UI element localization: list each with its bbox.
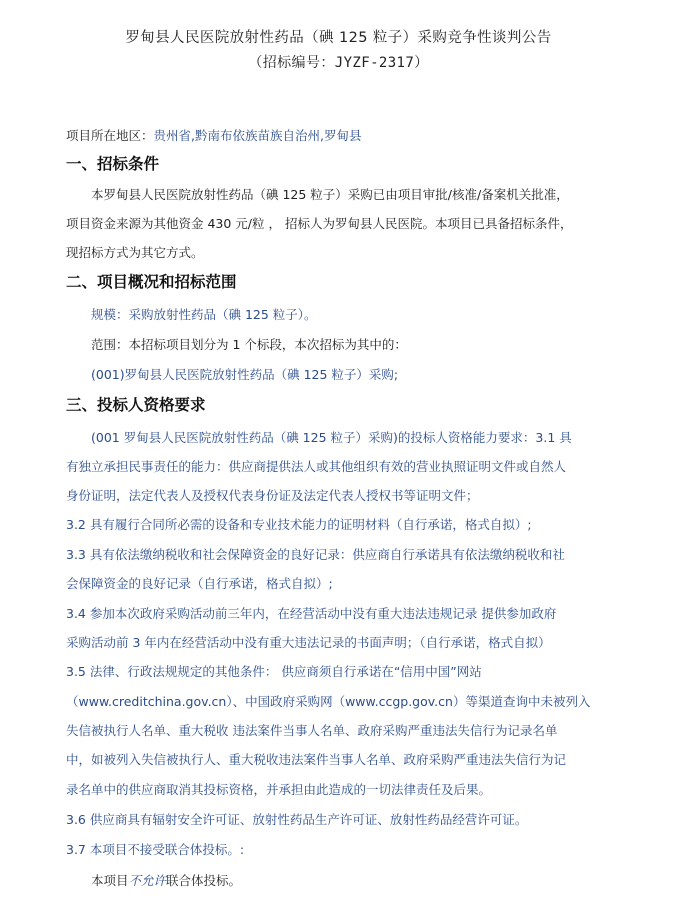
- consortium-emphasis: 不允许: [128, 873, 167, 888]
- requirement-3-5-line4: 中，如被列入失信被执行人、重大税收违法案件当事人名单、政府采购严重违法失信行为记: [66, 752, 567, 767]
- location-line: [66, 126, 361, 144]
- section3-p1-line3: 身份证明，法定代表人及授权代表身份证及法定代表人授权书等证明文件；: [66, 488, 479, 503]
- section2-scope: 范围：本招标项目划分为 1 个标段，本次招标为其中的：: [91, 337, 407, 352]
- section1-line2: 项目资金来源为其他资金 430 元/粒 ， 招标人为罗甸县人民医院。本项目已具备招标条件，: [66, 216, 573, 231]
- requirement-3-2: 3.2 具有履行合同所必需的设备和专业技术能力的证明材料（自行承诺，格式自拟）;: [66, 517, 532, 532]
- requirement-3-3-line1: 3.3 具有依法缴纳税收和社会保障资金的良好记录：供应商自行承诺具有依法缴纳税收和社: [66, 547, 565, 562]
- consortium-statement: [91, 871, 241, 889]
- section1-heading: 一、招标条件: [66, 155, 160, 173]
- requirement-3-4-line2: 采购活动前 3 年内在经营活动中没有重大违法记录的书面声明；（自行承诺，格式自拟）: [66, 635, 551, 650]
- requirement-3-7: 3.7 本项目不接受联合体投标。:: [66, 842, 245, 857]
- requirement-3-3-line2: 会保障资金的良好记录（自行承诺，格式自拟）;: [66, 576, 333, 591]
- requirement-3-6: 3.6 供应商具有辐射安全许可证、放射性药品生产许可证、放射性药品经营许可证。: [66, 812, 528, 827]
- page-title: 罗甸县人民医院放射性药品（碘 125 粒子）采购竞争性谈判公告: [125, 30, 552, 46]
- section2-heading: 二、项目概况和招标范围: [66, 273, 237, 291]
- requirement-3-5-line1: 3.5 法律、行政法规规定的其他条件： 供应商须自行承诺在“信用中国”网站: [66, 664, 482, 679]
- section2-lot: (001)罗甸县人民医院放射性药品（碘 125 粒子）采购;: [91, 367, 399, 382]
- section1-line3: 现招标方式为其它方式。: [66, 245, 204, 260]
- consortium-prefix: 本项目: [91, 873, 129, 888]
- location-value: 贵州省,黔南布依族苗族自治州,罗甸县: [153, 128, 362, 143]
- tender-number: （招标编号：JYZF-2317）: [248, 55, 429, 71]
- section3-p1-line1: (001 罗甸县人民医院放射性药品（碘 125 粒子）采购)的投标人资格能力要求：3.1 具: [91, 430, 572, 445]
- section1-line1: 本罗甸县人民医院放射性药品（碘 125 粒子）采购已由项目审批/核准/备案机关批准，: [91, 187, 569, 202]
- requirement-3-4-line1: 3.4 参加本次政府采购活动前三年内，在经营活动中没有重大违法违规记录 提供参加政府: [66, 606, 557, 621]
- section3-heading: 三、投标人资格要求: [66, 396, 206, 414]
- requirement-3-5-line5: 录名单中的供应商取消其投标资格，并承担由此造成的一切法律责任及后果。: [66, 782, 492, 797]
- section2-scale: 规模：采购放射性药品（碘 125 粒子）。: [91, 307, 317, 322]
- consortium-suffix: 联合体投标。: [166, 873, 242, 888]
- requirement-3-5-line3: 失信被执行人名单、重大税收 违法案件当事人名单、政府采购严重违法失信行为记录名单: [66, 723, 558, 738]
- section3-p1-line2: 有独立承担民事责任的能力：供应商提供法人或其他组织有效的营业执照证明文件或自然人: [66, 459, 567, 474]
- location-label: 项目所在地区：: [66, 128, 154, 143]
- requirement-3-5-line2: （www.creditchina.gov.cn）、中国政府采购网（www.ccgp.gov.cn）等渠道查询中未被列入: [66, 694, 591, 709]
